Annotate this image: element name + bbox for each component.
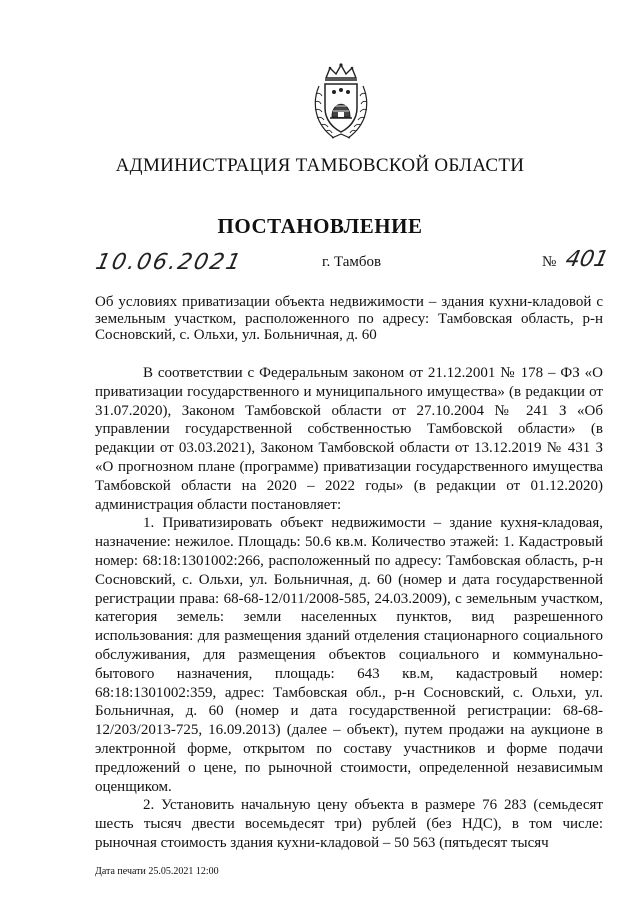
organization-title: АДМИНИСТРАЦИЯ ТАМБОВСКОЙ ОБЛАСТИ bbox=[115, 155, 525, 176]
number-label: № bbox=[542, 254, 557, 270]
document-type-heading: ПОСТАНОВЛЕНИЕ bbox=[217, 214, 423, 238]
clause-1-paragraph: 1. Приватизировать объект недвижимости – здание кухня-кладовая, назначение: нежилое. Площадь: 50.6 кв.м. Количество этажей: 1. Кадастровый номер: 68:18:1301002:266, расположенный по адресу: Тамбовская область, р-н Сосновский, с. Ольхи, ул. Больничная, д. 60 (номер и дата государственной регистрации права: 68-68-12/011/2008-585, 24.03.2009), с земельным участком, категория земель: земли населенных пунктов, вид разрешенного использования: для размещения зданий отделения стационарного социального обслуживания, для размещения объектов социального и коммунально-бытового назначения, площадь: 643 кв.м, кадастровый номер: 68:18:1301002:359, адрес: Тамбовская обл., р-н Сосновский, с. Ольхи, ул. Больничная, д. 60 (номер и дата государственной регистрации: 68-68-12/203/2013-725, 16.09.2013) (далее – объект), путем продажи на аукционе в электронной форме, открытом по составу участников и форме подачи предложений о цене, по рыночной стоимости, определенной независимым оценщиком. bbox=[95, 515, 603, 795]
document-subject: Об условиях приватизации объекта недвижимости – здания кухни-кладовой с земельным участком, расположенного по адресу: Тамбовская область, р-н Сосновский, с. Ольхи, ул. Больничная, д. 60 bbox=[95, 294, 603, 343]
handwritten-date: 10.06.2021 bbox=[93, 250, 245, 275]
tambov-coat-of-arms-icon bbox=[310, 62, 372, 144]
clause-2-paragraph: 2. Установить начальную цену объекта в размере 76 283 (семьдесят шесть тысяч двести восемьдесят три) рублей (без НДС), в том числе: рыночная стоимость здания кухни-кладовой – 50 563 (пятьдесят тысяч bbox=[95, 797, 603, 851]
preamble-paragraph: В соответствии с Федеральным законом от 21.12.2001 № 178 – ФЗ «О приватизации государственного и муниципального имущества» (в редакции от 31.07.2020), Законом Тамбовской области от 27.10.2004 № 241 З «Об управлении государственной собственностью Тамбовской области» (в редакции от 03.03.2021), Законом Тамбовской области от 13.12.2019 № 431 З «О прогнозном плане (программе) приватизации государственного имущества Тамбовской области на 2020 – 2022 годы» (в редакции от 01.12.2020) администрация области постановляет: bbox=[95, 365, 603, 513]
document-body bbox=[95, 364, 603, 853]
handwritten-document-number: 401 bbox=[563, 247, 611, 272]
city-label: г. Тамбов bbox=[322, 254, 382, 270]
print-date-footer: Дата печати 25.05.2021 12:00 bbox=[95, 866, 219, 877]
